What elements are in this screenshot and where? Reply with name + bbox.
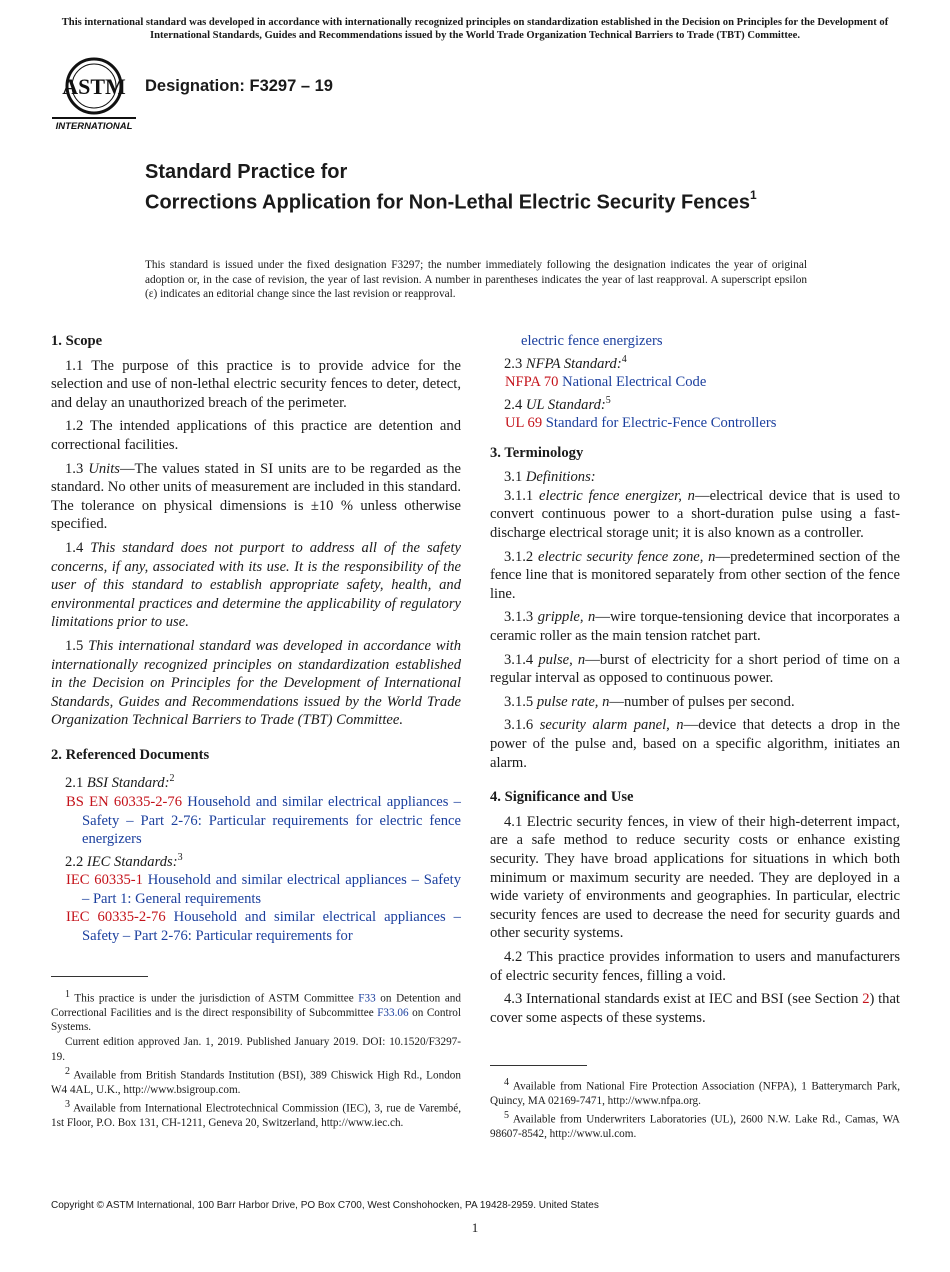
document-title bbox=[145, 160, 845, 215]
footnote-5: $^5$ Available from Underwriters Laboratories (UL), 2600 N.W. Lake Rd., Camas, WA 98607-8542, http://www.ul.com. bbox=[490, 1110, 900, 1141]
term-3-1-3: 3.1.3 gripple, n—wire torque-tensioning device that incorporates a ceramic roller as the main tension ratchet part. bbox=[490, 609, 900, 645]
ref-iec-60335-2-76-continued[interactable]: electric fence energizers bbox=[521, 333, 663, 349]
top-notice: This international standard was developed in accordance with internationally recognized principles on standardization established in the Decision on Principles for the Development of International Standards, Guides and Recommendations issued by the World Trade Organization Technical Barriers to Trade (TBT) Committee. bbox=[61, 17, 889, 41]
footnote-edition: Current edition approved Jan. 1, 2019. Published January 2019. DOI: 10.1520/F3297-19. bbox=[51, 1036, 461, 1063]
scope-1-1: 1.1 The purpose of this practice is to provide advice for the selection and use of non-lethal electric security fences to deter, detect, and delay an unauthorized breach of the perimeter. bbox=[51, 357, 461, 411]
ref-bs-en-60335-2-76[interactable] bbox=[51, 793, 461, 849]
significance-heading: 4. Significance and Use bbox=[490, 789, 634, 806]
scope-1-4: 1.4 This standard does not purport to address all of the safety concerns, if any, associated with its use. It is the responsibility of the user of this standard to establish appropriate safety, health, and environmental practices and determine the applicability of regulatory limitations prior to use. bbox=[51, 539, 461, 631]
ref-code: NFPA 70 bbox=[505, 374, 559, 391]
footnote-1: $^1$ This practice is under the jurisdiction of ASTM Committee F33 on Detention and Correctional Facilities and is the direct responsibility of Subcommittee F33.06 on Control Systems. bbox=[51, 989, 461, 1034]
term-3-1-5: 3.1.5 pulse rate, n—number of pulses per second. bbox=[504, 693, 795, 710]
units-label: Units bbox=[88, 460, 120, 477]
term-3-1-4: 3.1.4 pulse, n—burst of electricity for a short period of time on a regular interval as opposed to continuous power. bbox=[490, 651, 900, 687]
footnotes-right bbox=[490, 1076, 900, 1142]
ref-iec-60335-2-76[interactable] bbox=[51, 908, 461, 945]
referenced-documents-heading: 2. Referenced Documents bbox=[51, 746, 210, 763]
ref-title: Household and similar electrical appliances – Safety – Part 1: General requirements bbox=[82, 872, 461, 907]
astm-logo bbox=[52, 56, 136, 134]
ref-code: IEC 60335-1 bbox=[66, 872, 143, 889]
significance-4-1: 4.1 Electric security fences, in view of their high-deterrent impact, are a safe method to reduce security costs or enhance existing security. They have broad applications for situations in which both minimum or maximum security are needed. They are deployed in a wide variety of environments and geographies. In particular, electric security fences are used to decrease the need for security guards and other security systems. bbox=[490, 813, 900, 942]
footnote-4: $^4$ Available from National Fire Protection Association (NFPA), 1 Batterymarch Park, Quincy, MA 02169-7471, http://www.nfpa.org. bbox=[490, 1077, 900, 1107]
ref-title: Standard for Electric-Fence Controllers bbox=[542, 415, 777, 432]
title-line-2 bbox=[145, 185, 845, 215]
terminology-heading: 3. Terminology bbox=[490, 444, 584, 461]
ref-title: National Electrical Code bbox=[558, 374, 707, 391]
scope-1-2: 1.2 The intended applications of this practice are detention and correctional facilities. bbox=[51, 418, 461, 453]
footnotes-left bbox=[51, 988, 461, 1131]
term-3-1-2: 3.1.2 electric security fence zone, n—predetermined section of the fence line that is monitored separately from other section of the fence line. bbox=[490, 548, 900, 602]
ref-title: Household and similar electrical appliances – Safety – Part 2-76: Particular requirements for bbox=[82, 909, 461, 944]
footnote-rule-left bbox=[51, 976, 148, 977]
ref-code: IEC 60335-2-76 bbox=[66, 909, 166, 926]
scope-1-5: 1.5 This international standard was developed in accordance with internationally recognized principles on standardization established in the Decision on Principles for the Development of International Standards, Guides and Recommendations issued by the World Trade Organization Technical Barriers to Trade (TBT) Committee. bbox=[51, 637, 462, 729]
logo-subtext: INTERNATIONAL bbox=[55, 121, 133, 132]
subcommittee-link[interactable]: F33.06 bbox=[377, 1006, 409, 1019]
title-line-1: Standard Practice for bbox=[145, 161, 348, 183]
title-footnote-mark: 1 bbox=[749, 187, 757, 202]
scope-heading: 1. Scope bbox=[51, 333, 103, 349]
right-column bbox=[490, 332, 900, 1032]
ref-nfpa-70[interactable] bbox=[490, 373, 900, 392]
term-3-1-6: 3.1.6 security alarm panel, n—device that detects a drop in the power of the pulse and, based on a specific algorithm, initiates an alarm. bbox=[490, 717, 901, 771]
significance-4-2: 4.2 This practice provides information to users and manufacturers of electric security fences, filling a void. bbox=[490, 948, 900, 984]
footnote-rule-right bbox=[490, 1065, 587, 1066]
issuance-note: This standard is issued under the fixed designation F3297; the number immediately following the designation indicates the year of original adoption or, in the case of revision, the year of last revision. A number in parentheses indicates the year of last reapproval. A superscript epsilon (ε) indicates an editorial change since the last revision or reapproval. bbox=[145, 259, 807, 300]
section-2-link[interactable]: 2 bbox=[862, 991, 870, 1008]
title-main: Corrections Application for Non-Lethal Electric Security Fences bbox=[145, 191, 750, 214]
committee-link[interactable]: F33 bbox=[358, 992, 376, 1005]
ref-2-2: 2.2 IEC Standards:$^3$ bbox=[65, 851, 183, 870]
term-3-1-1: 3.1.1 electric fence energizer, n—electrical device that is used to convert continuous power to a short-duration pulse using a fast-discharge electrical storage unit; it is also known as a controller. bbox=[490, 487, 901, 542]
ref-2-4: 2.4 UL Standard:$^5$ bbox=[504, 394, 611, 413]
designation: Designation: F3297 – 19 bbox=[145, 77, 333, 95]
ref-title: Household and similar electrical appliances – Safety – Part 2-76: Particular requirements for electric fence energizers bbox=[82, 793, 461, 848]
ref-2-1: 2.1 BSI Standard:$^2$ bbox=[65, 773, 175, 792]
term-3-1: 3.1 Definitions: bbox=[504, 469, 596, 486]
ref-code: BS EN 60335-2-76 bbox=[66, 793, 182, 810]
logo-text: ASTM bbox=[62, 74, 126, 99]
page-number: 1 bbox=[471, 1220, 479, 1235]
footnote-2: $^2$ Available from British Standards Institution (BSI), 389 Chiswick High Rd., London W4 4AL, U.K., http://www.bsigroup.com. bbox=[51, 1065, 461, 1096]
ref-code: UL 69 bbox=[505, 415, 543, 432]
footnote-3: $^3$ Available from International Electrotechnical Commission (IEC), 3, rue de Varembé, 1st Floor, P.O. Box 131, CH-1211, Geneva 20, Switzerland, http://www.iec.ch. bbox=[51, 1098, 461, 1129]
left-column bbox=[51, 332, 461, 946]
scope-1-3: 1.3 Units—The values stated in SI units are to be regarded as the standard. No other units of measurement are included in this standard. The tolerance on physical dimensions is ±10 % unless otherwise specified. bbox=[51, 460, 461, 533]
ref-iec-60335-1[interactable] bbox=[51, 871, 461, 908]
ref-ul-69[interactable] bbox=[490, 414, 900, 433]
ref-2-3: 2.3 NFPA Standard:$^4$ bbox=[504, 353, 627, 372]
copyright-line: Copyright © ASTM International, 100 Barr Harbor Drive, PO Box C700, West Conshohocken, PA 19428-2959. United States bbox=[51, 1200, 599, 1211]
significance-4-3: 4.3 International standards exist at IEC and BSI (see Section 2) that cover some aspects of these systems. bbox=[490, 991, 900, 1026]
